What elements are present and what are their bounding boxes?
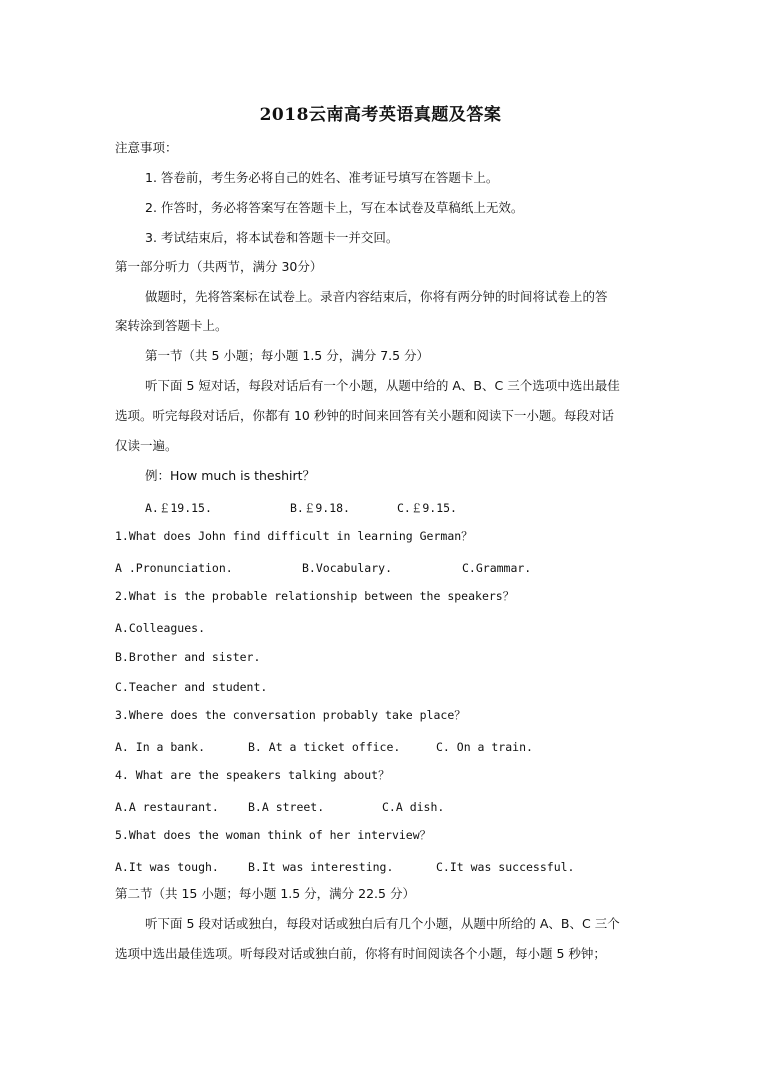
question-4: 4. What are the speakers talking about？ <box>115 768 390 782</box>
question-3-option-c: C. On a train. <box>436 740 533 754</box>
question-2-option-b: B.Brother and sister. <box>115 650 261 664</box>
section2-heading: 第二节（共 15 小题；每小题 1.5 分，满分 22.5 分） <box>115 886 415 901</box>
section1-intro-line-1: 听下面 5 短对话，每段对话后有一个小题，从题中给的 A、B、C 三个选项中选出最佳 <box>145 378 620 393</box>
notice-heading: 注意事项： <box>115 140 178 155</box>
question-3: 3.Where does the conversation probably take place？ <box>115 708 466 722</box>
example-option-c: C.￡9.15. <box>397 501 457 515</box>
question-4-option-b: B.A street. <box>248 800 325 814</box>
section2-intro-line-2: 选项中选出最佳选项。听每段对话或独白前，你将有时间阅读各个小题，每小题 5 秒钟； <box>115 946 606 961</box>
example-option-a: A.￡19.15. <box>145 501 212 515</box>
question-5: 5.What does the woman think of her interview？ <box>115 828 432 842</box>
question-3-option-b: B. At a ticket office. <box>248 740 401 754</box>
question-1: 1.What does John find difficult in learning German？ <box>115 529 473 543</box>
example-option-b: B.￡9.18. <box>290 501 350 515</box>
notice-item-3: 3. 考试结束后，将本试卷和答题卡一并交回。 <box>145 230 399 245</box>
section1-heading: 第一节（共 5 小题；每小题 1.5 分，满分 7.5 分） <box>145 348 430 363</box>
part1-heading: 第一部分听力（共两节，满分 30分） <box>115 259 323 274</box>
section1-intro-line-2: 选项。听完每段对话后，你都有 10 秒钟的时间来回答有关小题和阅读下一小题。每段对话 <box>115 408 614 423</box>
section1-intro-line-3: 仅读一遍。 <box>115 438 178 453</box>
question-3-option-a: A. In a bank. <box>115 740 206 754</box>
question-1-option-b: B.Vocabulary. <box>302 561 393 575</box>
page-title: 2018云南高考英语真题及答案 <box>259 105 502 125</box>
example-question: 例：How much is theshirt？ <box>145 468 316 483</box>
notice-item-2: 2. 作答时，务必将答案写在答题卡上，写在本试卷及草稿纸上无效。 <box>145 200 524 215</box>
notice-item-1: 1. 答卷前，考生务必将自己的姓名、准考证号填写在答题卡上。 <box>145 170 499 185</box>
question-2: 2.What is the probable relationship between the speakers？ <box>115 589 515 603</box>
question-5-option-b: B.It was interesting. <box>248 860 394 874</box>
section2-intro-line-1: 听下面 5 段对话或独白，每段对话或独白后有几个小题，从题中所给的 A、B、C 三个 <box>145 916 620 931</box>
question-1-option-a: A .Pronunciation. <box>115 561 233 575</box>
question-2-option-a: A.Colleagues. <box>115 621 206 635</box>
question-1-option-c: C.Grammar. <box>462 561 532 575</box>
question-4-option-c: C.A dish. <box>382 800 445 814</box>
question-4-option-a: A.A restaurant. <box>115 800 219 814</box>
part1-intro-line-2: 案转涂到答题卡上。 <box>115 318 228 333</box>
question-2-option-c: C.Teacher and student. <box>115 680 268 694</box>
question-5-option-a: A.It was tough. <box>115 860 219 874</box>
question-5-option-c: C.It was successful. <box>436 860 575 874</box>
part1-intro-line-1: 做题时，先将答案标在试卷上。录音内容结束后，你将有两分钟的时间将试卷上的答 <box>145 289 608 304</box>
